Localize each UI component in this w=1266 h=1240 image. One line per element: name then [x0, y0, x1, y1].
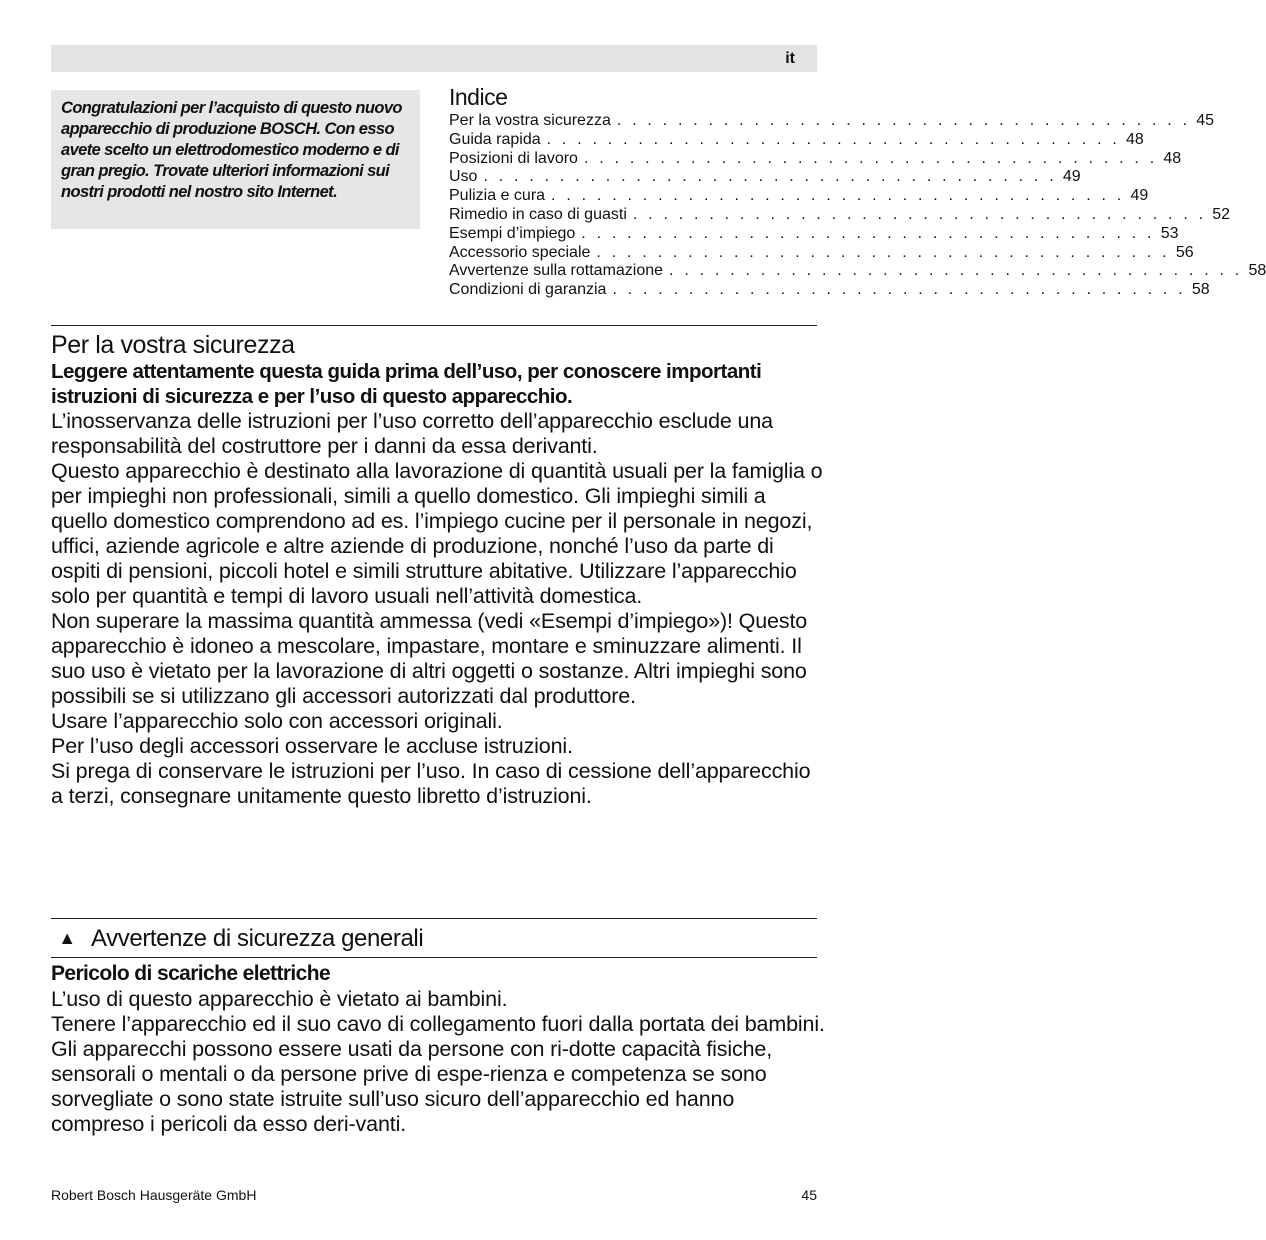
toc-item-label: Pulizia e cura	[449, 187, 546, 205]
toc-item-label: Guida rapida	[449, 130, 541, 148]
safety-title: Per la vostra sicurezza	[51, 331, 295, 359]
index-title: Indice	[449, 84, 508, 110]
toc-item-page: 58	[1191, 281, 1210, 299]
footer-page-number: 45	[801, 1187, 817, 1203]
section-divider	[51, 918, 817, 919]
electric-shock-title: Pericolo di scariche elettriche	[51, 962, 331, 985]
toc-item-page: 49	[1062, 168, 1081, 186]
electric-shock-paragraph: Tenere l’apparecchio ed il suo cavo di collegamento fuori dalla portata dei bambini. Gli apparecchi possono essere usati da persone con ri-dotte capacità fisiche, sensorali o mentali o da persone prive di espe-rienza e competenza se sono sorvegliate o sono state istruite sull’uso sicuro dell’apparecchio ed hanno compreso i pericoli da esso deri-vanti.	[51, 1012, 825, 1136]
intro-box	[51, 90, 420, 229]
toc-item-page: 48	[1163, 149, 1182, 167]
toc-item-label: Avvertenze sulla rottamazione	[449, 262, 664, 280]
general-warnings-title: Avvertenze di sicurezza generali	[91, 925, 424, 952]
toc-item-label: Condizioni di garanzia	[449, 281, 607, 299]
warning-icon: ▲	[58, 928, 76, 948]
toc-item[interactable]: Condizioni di garanzia . . . . . . . . . . . . . . . . . . . . . . . . . . . . . . . . . . . . . . 58	[449, 281, 1210, 299]
toc-item-page: 49	[1130, 187, 1149, 205]
toc-item-page: 45	[1196, 112, 1215, 129]
toc-item[interactable]: Rimedio in caso di guasti . . . . . . . . . . . . . . . . . . . . . . . . . . . . . . . . . . . . . . 52	[449, 205, 1231, 223]
toc-item[interactable]: Posizioni di lavoro . . . . . . . . . . . . . . . . . . . . . . . . . . . . . . . . . . . . . . 48	[449, 149, 1182, 167]
intro-text: Congratulazioni per l’acquisto di questo nuovo apparecchio di produzione BOSCH. Con esso avete scelto un elettrodomestico moderno e di gran pregio. Trovate ulteriori informazioni sui nostri prodotti nel nostro sito Internet.	[61, 99, 402, 201]
toc-item-label: Per la vostra sicurezza	[449, 112, 611, 129]
toc-item[interactable]: Avvertenze sulla rottamazione . . . . . . . . . . . . . . . . . . . . . . . . . . . . . . . . . . . . . . 58	[449, 262, 1266, 280]
safety-paragraph: Questo apparecchio è destinato alla lavorazione di quantità usuali per la famiglia o per impieghi non professionali, simili a quello domestico. Gli impieghi simili a quello domestico comprendono ad es. l’impiego cucine per il personale in negozi, uffici, aziende agricole e altre aziende di produzione, nonché l’uso da parte di ospiti di pensioni, piccoli hotel e simili strutture abitative. Utilizzare l’apparecchio solo per quantità e tempi di lavoro usuali nell’attività domestica.	[51, 459, 823, 608]
safety-section	[51, 331, 826, 809]
toc-item-page: 58	[1248, 262, 1266, 280]
safety-paragraph: Per l’uso degli accessori osservare le accluse istruzioni.	[51, 734, 573, 758]
toc-item[interactable]: Esempi d’impiego . . . . . . . . . . . . . . . . . . . . . . . . . . . . . . . . . . . . . . 53	[449, 224, 1179, 242]
electric-shock-paragraph: L’uso di questo apparecchio è vietato ai bambini.	[51, 987, 508, 1011]
toc-item-label: Uso	[449, 168, 478, 186]
toc-item-page: 52	[1212, 205, 1231, 223]
toc-item[interactable]: Pulizia e cura . . . . . . . . . . . . . . . . . . . . . . . . . . . . . . . . . . . . . . 49	[449, 187, 1149, 205]
toc-item-label: Rimedio in caso di guasti	[449, 205, 627, 223]
language-bar	[51, 45, 817, 72]
safety-paragraph: L’inosservanza delle istruzioni per l’uso corretto dell’apparecchio esclude una responsabilità del costruttore per i danni da essa derivanti.	[51, 409, 773, 458]
toc-item[interactable]: Per la vostra sicurezza . . . . . . . . . . . . . . . . . . . . . . . . . . . . . . . . . . . . . . 45	[449, 112, 1215, 129]
toc-item-label: Posizioni di lavoro	[449, 149, 578, 167]
safety-paragraph: Usare l’apparecchio solo con accessori originali.	[51, 709, 503, 733]
language-label: it	[785, 50, 795, 67]
toc-item[interactable]: Accessorio speciale . . . . . . . . . . . . . . . . . . . . . . . . . . . . . . . . . . . . . . 56	[449, 243, 1194, 261]
general-warnings-heading	[51, 922, 423, 955]
table-of-contents	[449, 112, 1266, 300]
electric-shock-section	[51, 961, 826, 1137]
safety-paragraph: Si prega di conservare le istruzioni per l’uso. In caso di cessione dell’apparecchio a terzi, consegnare unitamente questo libretto d’istruzioni.	[51, 759, 811, 808]
section-divider	[51, 957, 817, 958]
toc-item-page: 48	[1126, 130, 1144, 148]
toc-item-page: 56	[1175, 243, 1194, 261]
toc-item-label: Accessorio speciale	[449, 243, 591, 261]
toc-item-label: Esempi d’impiego	[449, 224, 576, 242]
footer-company: Robert Bosch Hausgeräte GmbH	[51, 1187, 257, 1203]
section-divider	[51, 325, 817, 326]
toc-item[interactable]: Guida rapida . . . . . . . . . . . . . . . . . . . . . . . . . . . . . . . . . . . . . . 48	[449, 130, 1144, 148]
toc-item-page: 53	[1160, 224, 1179, 242]
safety-lead: Leggere attentamente questa guida prima dell’uso, per conoscere importanti istruzioni di sicurezza e per l’uso di questo apparecchio.	[51, 360, 762, 408]
safety-paragraph: Non superare la massima quantità ammessa (vedi «Esempi d’impiego»)! Questo apparecchio è idoneo a mescolare, impastare, montare e sminuzzare alimenti. Il suo uso è vietato per la lavorazione di altri oggetti o sostanze. Altri impieghi sono possibili se si utilizzano gli accessori autorizzati dal produttore.	[51, 609, 808, 708]
toc-item[interactable]: Uso . . . . . . . . . . . . . . . . . . . . . . . . . . . . . . . . . . . . . . 49	[449, 168, 1081, 186]
